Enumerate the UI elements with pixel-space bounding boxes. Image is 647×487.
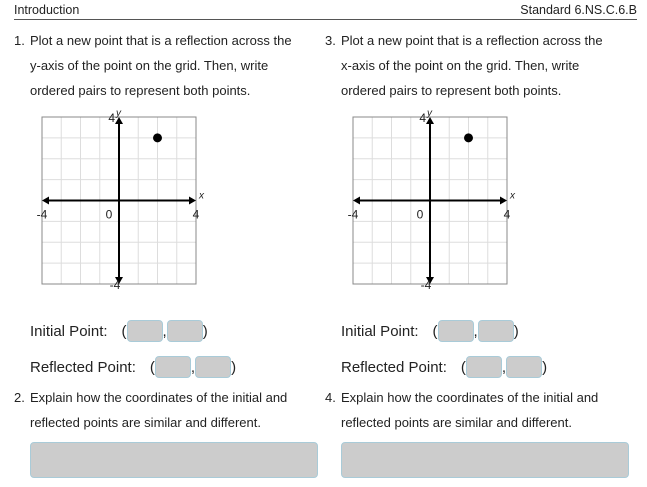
close-paren: ): [513, 322, 519, 340]
question-number: 3.: [325, 33, 336, 48]
reflected-y-input[interactable]: [506, 356, 542, 378]
y-axis-label: y: [116, 108, 121, 119]
reflected-point-row: [341, 356, 547, 378]
reflected-point-label: Reflected Point:: [341, 358, 447, 376]
x-axis-label: x: [199, 190, 204, 202]
header-standard: Standard 6.NS.C.6.B: [520, 3, 637, 17]
comma: ,: [190, 358, 196, 376]
tick-label-x-max: 4: [192, 207, 200, 222]
problem-column: [311, 0, 631, 487]
initial-x-input[interactable]: [438, 320, 474, 342]
question-text-line: y-axis of the point on the grid. Then, write: [30, 58, 269, 73]
arrow-left-icon: [42, 197, 49, 205]
initial-y-input[interactable]: [167, 320, 203, 342]
plotted-point[interactable]: [464, 133, 473, 142]
tick-label-y-max: 4: [108, 111, 115, 125]
initial-point-label: Initial Point:: [341, 322, 419, 340]
y-axis-label: y: [427, 108, 432, 119]
comma: ,: [162, 322, 167, 340]
x-axis-label: x: [510, 190, 515, 202]
open-paren: (: [121, 322, 127, 340]
initial-point-label: Initial Point:: [30, 322, 108, 340]
initial-point-row: [30, 320, 208, 342]
initial-y-input[interactable]: [478, 320, 514, 342]
question-text-line: Explain how the coordinates of the initial and: [341, 390, 599, 405]
question-number: 2.: [14, 390, 25, 405]
arrow-right-icon: [500, 197, 507, 205]
tick-label-x-max: 4: [503, 207, 511, 222]
tick-label-y-min: -4: [109, 278, 121, 292]
reflected-x-input[interactable]: [155, 356, 191, 378]
tick-label-y-max: 4: [419, 111, 426, 125]
question-text-line: ordered pairs to represent both points.: [341, 83, 562, 98]
question-text-line: x-axis of the point on the grid. Then, write: [341, 58, 580, 73]
initial-x-input[interactable]: [127, 320, 163, 342]
reflected-point-label: Reflected Point:: [30, 358, 136, 376]
coordinate-grid[interactable]: [30, 108, 220, 293]
arrow-left-icon: [353, 197, 360, 205]
question-text-line: Plot a new point that is a reflection across the: [341, 33, 603, 48]
question-text-line: reflected points are similar and different.: [30, 415, 261, 430]
question-number: 1.: [14, 33, 25, 48]
tick-label-y-min: -4: [420, 278, 432, 292]
tick-label-x-min: -4: [347, 207, 359, 222]
tick-label-x-min: -4: [36, 207, 48, 222]
reflected-x-input[interactable]: [466, 356, 502, 378]
tick-label-origin: 0: [416, 207, 424, 222]
tick-label-origin: 0: [105, 207, 113, 222]
open-paren: (: [149, 358, 155, 376]
close-paren: ): [542, 358, 548, 376]
close-paren: ): [231, 358, 237, 376]
initial-point-row: [341, 320, 519, 342]
question-number: 4.: [325, 390, 336, 405]
explanation-input[interactable]: [30, 442, 318, 478]
plotted-point[interactable]: [153, 133, 162, 142]
header-title: Introduction: [14, 3, 80, 17]
explanation-input[interactable]: [341, 442, 629, 478]
arrow-right-icon: [189, 197, 196, 205]
coordinate-grid[interactable]: [341, 108, 531, 293]
question-text-line: Plot a new point that is a reflection across the: [30, 33, 292, 48]
close-paren: ): [202, 322, 208, 340]
comma: ,: [473, 322, 478, 340]
question-text-line: Explain how the coordinates of the initial and: [30, 390, 288, 405]
problem-column: [0, 0, 320, 487]
reflected-y-input[interactable]: [195, 356, 231, 378]
open-paren: (: [432, 322, 438, 340]
reflected-point-row: [30, 356, 236, 378]
question-text-line: reflected points are similar and different.: [341, 415, 572, 430]
question-text-line: ordered pairs to represent both points.: [30, 83, 251, 98]
comma: ,: [501, 358, 507, 376]
open-paren: (: [460, 358, 466, 376]
